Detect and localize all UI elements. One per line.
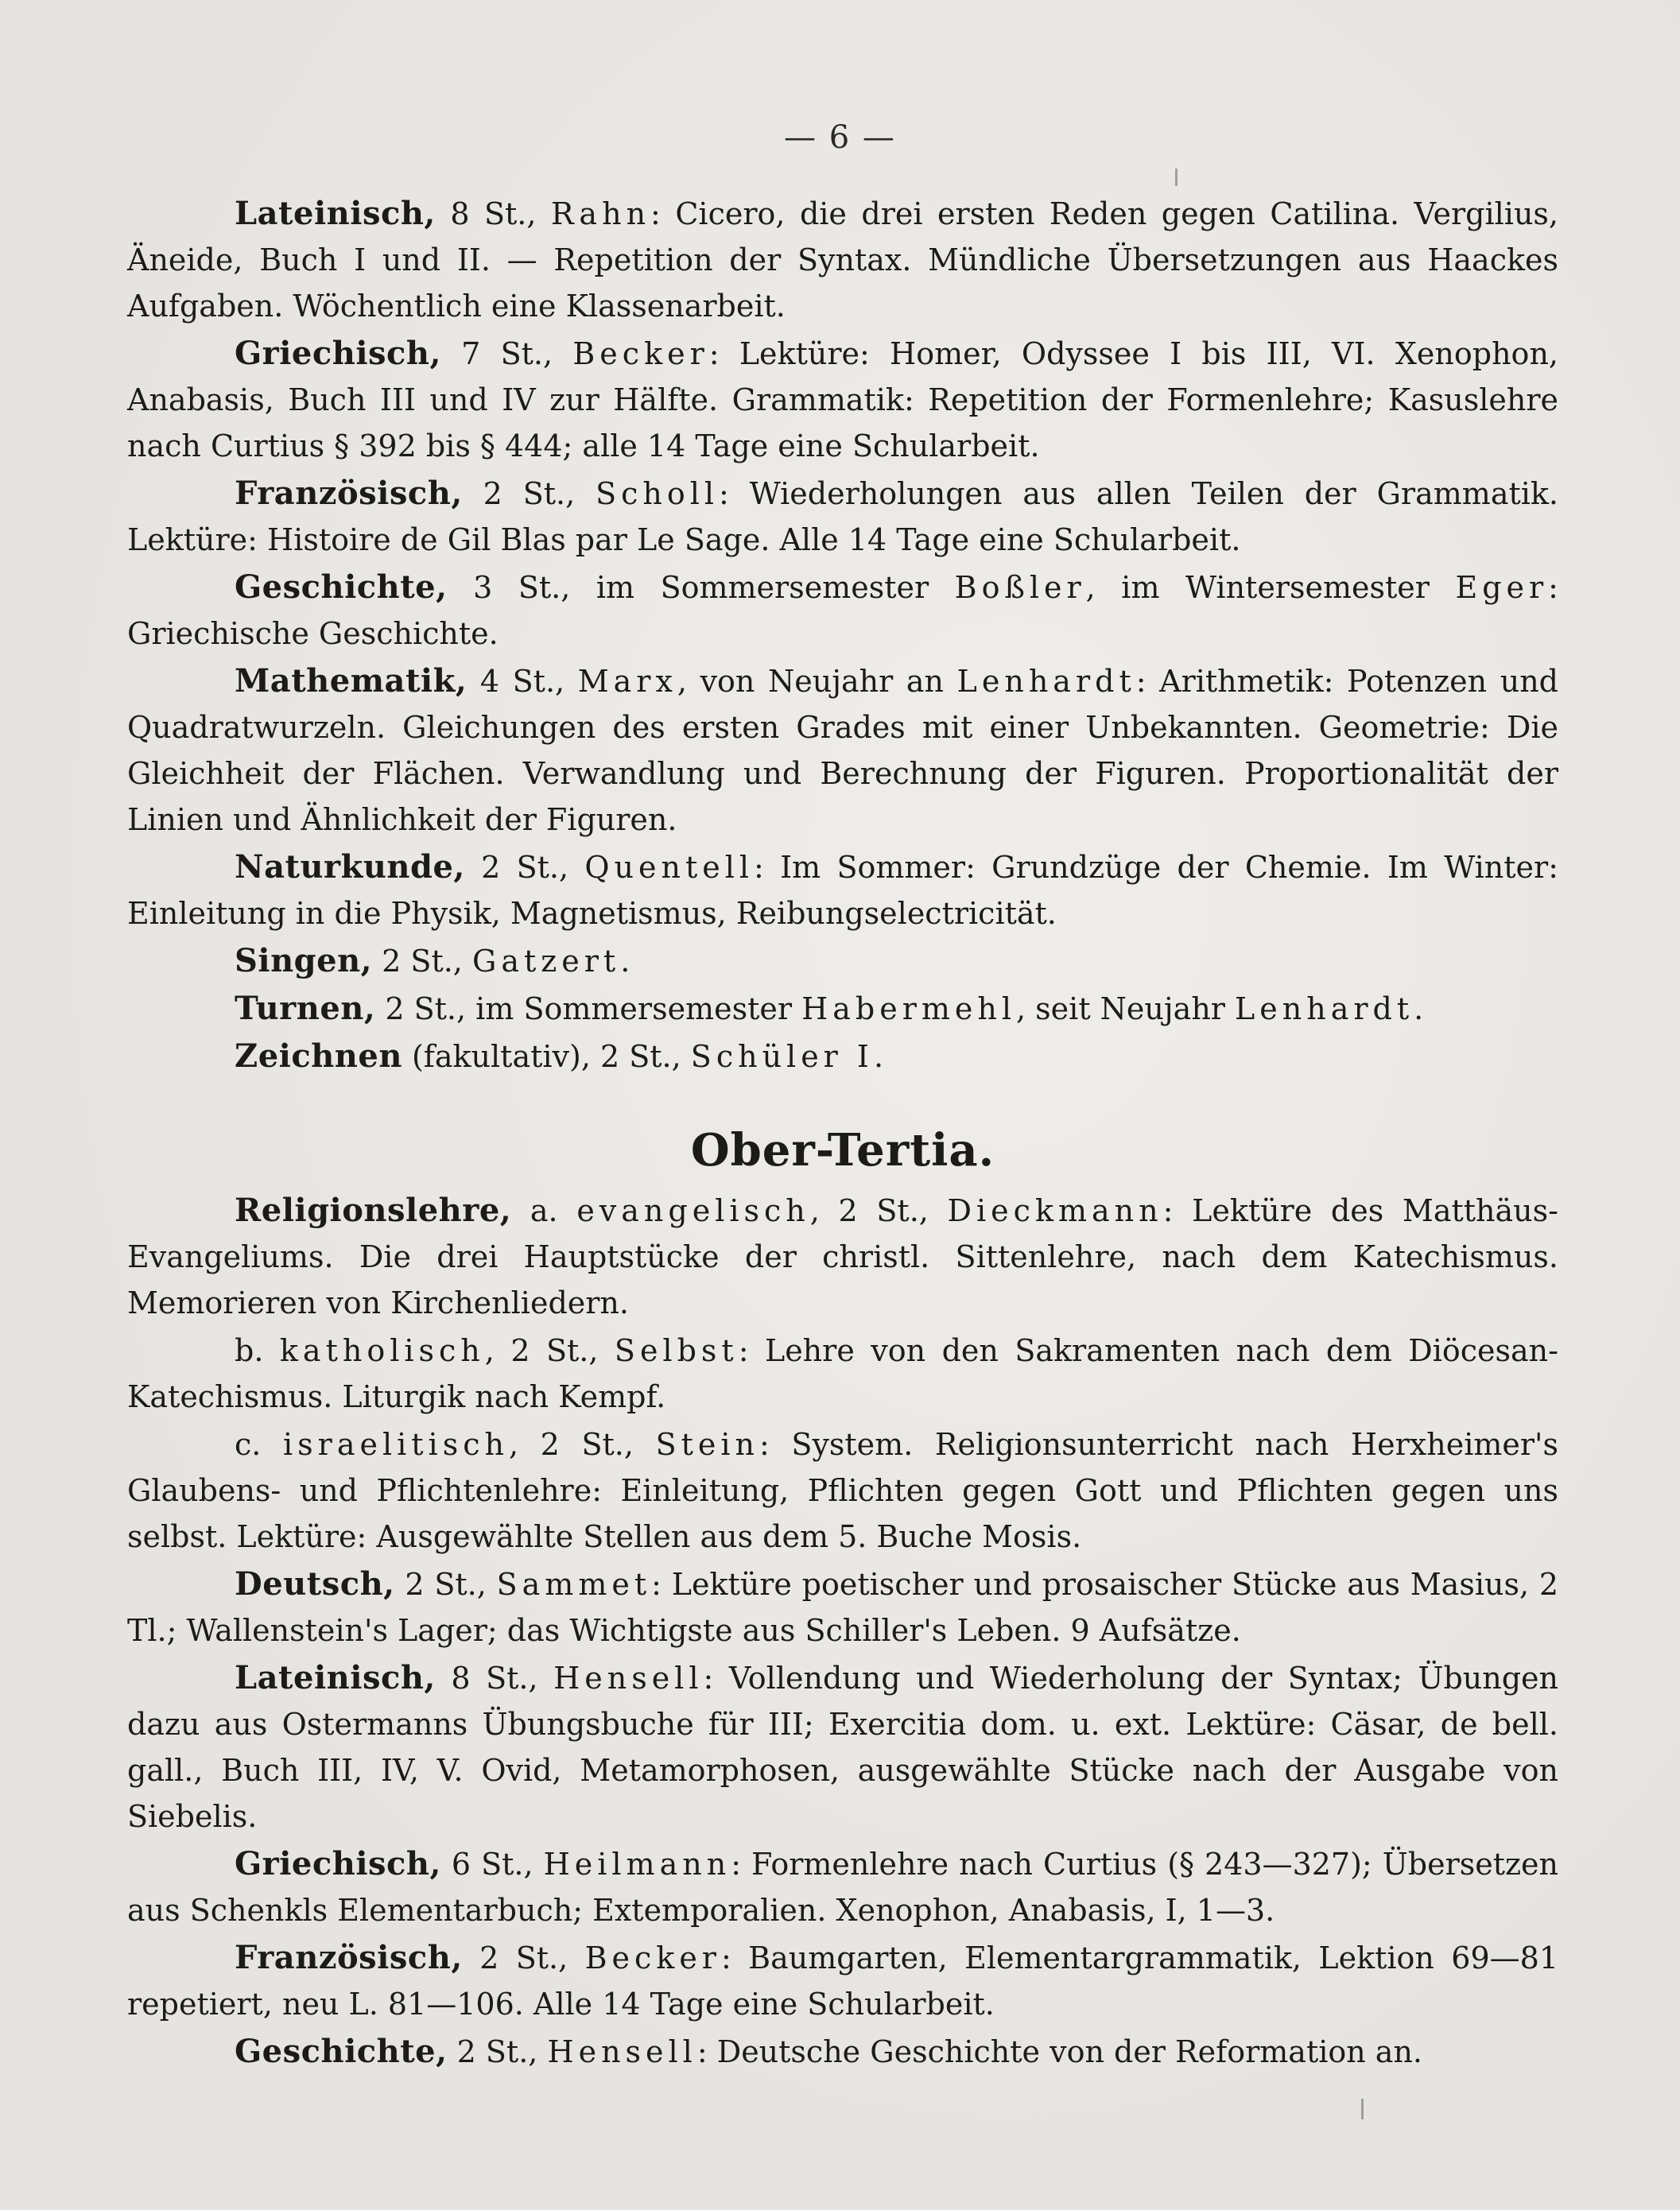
paragraph-franzoesisch-ot: Französisch, 2 St., Becker: Baumgarten, Elementargrammatik, Lektion 69—81 repetiert, neu L. 81—106. Alle 14 Tage eine Schularbeit. bbox=[127, 1939, 1558, 2022]
subject-label: Französisch, bbox=[235, 475, 463, 512]
paragraph-deutsch: Deutsch, 2 St., Sammet: Lektüre poetischer und prosaischer Stücke aus Masius, 2 Tl.; Wallenstein's Lager; das Wichtigste aus Schiller's Leben. 9 Aufsätze. bbox=[127, 1565, 1558, 1648]
teacher-name: Gatzert bbox=[471, 944, 621, 979]
paragraph-religionslehre-a: Religionslehre, a. evangelisch, 2 St., Dieckmann: Lektüre des Matthäus-Evangeliums. Die drei Hauptstücke der christl. Sittenlehre, nach dem Katechismus. Memorieren von Kirchenliedern. bbox=[127, 1192, 1558, 1320]
subject-label: Lateinisch, bbox=[235, 195, 436, 232]
paragraph-lateinisch-ot: Lateinisch, 8 St., Hensell: Vollendung und Wiederholung der Syntax; Übungen dazu aus Ostermanns Übungsbuche für III; Exercitia dom. u. ext. Lektüre: Cäsar, de bell. gall., Buch III, IV, V. Ovid, Metamorphosen, ausgewählte Stücke nach der Ausgabe von Siebelis. bbox=[127, 1659, 1559, 1834]
subject-label: Geschichte, bbox=[235, 2033, 448, 2070]
teacher-name: Heilmann bbox=[543, 1847, 731, 1882]
paragraph-geschichte-ot: Geschichte, 2 St., Hensell: Deutsche Geschichte von der Reformation an. bbox=[235, 2033, 1423, 2070]
teacher-name: Dieckmann bbox=[947, 1193, 1163, 1228]
page-number: — 6 — bbox=[784, 119, 896, 156]
denomination: katholisch bbox=[279, 1333, 485, 1368]
paragraph-religionslehre-c: c. israelitisch, 2 St., Stein: System. Religionsunterricht nach Herxheimer's Glaubens- und Pflichtenlehre: Einleitung, Pflichten gegen Gott und Pflichten gegen uns selbst. Lektüre: Ausgewählte Stellen aus dem 5. Buche Mosis. bbox=[127, 1427, 1558, 1554]
teacher-name: Stein bbox=[655, 1427, 759, 1462]
teacher-name: Marx bbox=[577, 664, 677, 699]
document-body bbox=[127, 191, 1558, 2076]
paragraph-mathematik: Mathematik, 4 St., Marx, von Neujahr an Lenhardt: Arithmetik: Potenzen und Quadratwurzeln. Gleichungen des ersten Grades mit einer Unbekannten. Geometrie: Die Gleichheit der Flächen. Verwandlung und Berechnung der Figuren. Proportionalität der Linien und Ähnlichkeit der Figuren. bbox=[127, 662, 1559, 837]
paragraph-zeichnen: Zeichnen (fakultativ), 2 St., Schüler I. bbox=[235, 1037, 884, 1075]
paragraph-turnen: Turnen, 2 St., im Sommersemester Habermehl, seit Neujahr Lenhardt. bbox=[235, 990, 1424, 1027]
teacher-name: Becker bbox=[584, 1941, 721, 1975]
subject-label: Mathematik, bbox=[235, 662, 468, 700]
teacher-name: Boßler bbox=[954, 570, 1086, 605]
teacher-name: Lenhardt bbox=[956, 664, 1136, 699]
teacher-name: Hensell bbox=[547, 2034, 697, 2069]
paragraph-singen: Singen, 2 St., Gatzert. bbox=[235, 942, 630, 979]
paper-speck bbox=[1361, 2099, 1364, 2119]
teacher-name: Schüler I bbox=[690, 1039, 874, 1074]
teacher-name: Rahn bbox=[550, 196, 651, 231]
subject-label: Griechisch, bbox=[235, 335, 441, 372]
subject-label: Deutsch, bbox=[235, 1565, 395, 1603]
paragraph-griechisch: Griechisch, 7 St., Becker: Lektüre: Homer, Odyssee I bis III, VI. Xenophon, Anabasis, Buch III und IV zur Hälfte. Grammatik: Repetition der Formenlehre; Kasuslehre nach Curtius § 392 bis § 444; alle 14 Tage eine Schularbeit. bbox=[127, 335, 1558, 463]
teacher-name: Becker bbox=[572, 336, 709, 371]
subject-label: Zeichnen bbox=[235, 1037, 402, 1075]
paragraph-religionslehre-b: b. katholisch, 2 St., Selbst: Lehre von den Sakramenten nach dem Diöcesan-Katechismus. Liturgik nach Kempf. bbox=[127, 1333, 1558, 1414]
teacher-name: Selbst bbox=[614, 1333, 739, 1368]
paragraph-franzoesisch: Französisch, 2 St., Scholl: Wiederholungen aus allen Teilen der Grammatik. Lektüre: Histoire de Gil Blas par Le Sage. Alle 14 Tage eine Schularbeit. bbox=[127, 475, 1559, 557]
subject-label: Religionslehre, bbox=[235, 1192, 512, 1229]
paragraph-geschichte: Geschichte, 3 St., im Sommersemester Boßler, im Wintersemester Eger: Griechische Geschichte. bbox=[127, 568, 1558, 651]
subject-label: Naturkunde, bbox=[235, 848, 465, 886]
subject-label: Singen, bbox=[235, 942, 373, 979]
subject-label: Französisch, bbox=[235, 1939, 463, 1976]
section-heading: Ober-Tertia. bbox=[690, 1124, 995, 1177]
teacher-name: Sammet bbox=[496, 1567, 652, 1602]
paragraph-lateinisch: Lateinisch, 8 St., Rahn: Cicero, die drei ersten Reden gegen Catilina. Vergilius, Äneide, Buch I und II. — Repetition der Syntax. Mündliche Übersetzungen aus Haackes Aufgaben. Wöchentlich eine Klassenarbeit. bbox=[127, 195, 1558, 324]
teacher-name: Quentell bbox=[584, 850, 755, 885]
teacher-name: Hensell bbox=[553, 1661, 704, 1696]
subject-label: Turnen, bbox=[235, 990, 376, 1027]
teacher-name: Eger bbox=[1455, 570, 1549, 605]
teacher-name: Scholl bbox=[596, 476, 720, 511]
denomination: israelitisch bbox=[283, 1427, 509, 1462]
paragraph-griechisch-ot: Griechisch, 6 St., Heilmann: Formenlehre nach Curtius (§ 243—327); Übersetzen aus Schenkls Elementarbuch; Extemporalien. Xenophon, Anabasis, I, 1—3. bbox=[127, 1845, 1558, 1928]
paper-speck bbox=[1175, 169, 1178, 186]
paragraph-naturkunde: Naturkunde, 2 St., Quentell: Im Sommer: Grundzüge der Chemie. Im Winter: Einleitung in die Physik, Magnetismus, Reibungselectricität. bbox=[127, 848, 1558, 931]
teacher-name: Habermehl bbox=[801, 991, 1017, 1026]
teacher-name: Lenhardt bbox=[1235, 991, 1414, 1026]
denomination: evangelisch bbox=[576, 1193, 810, 1228]
subject-label: Griechisch, bbox=[235, 1845, 441, 1882]
subject-label: Lateinisch, bbox=[235, 1659, 436, 1696]
subject-label: Geschichte, bbox=[235, 568, 448, 606]
